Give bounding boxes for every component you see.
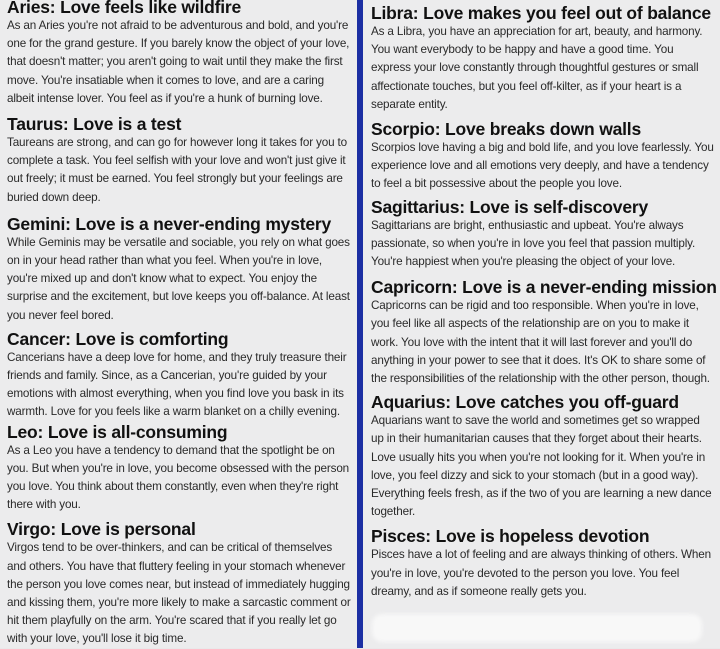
- entry-scorpio: [371, 119, 714, 194]
- entry-title: Love feels like wildfire: [60, 0, 242, 17]
- entry-heading: [371, 526, 714, 546]
- entry-body: Scorpios love having a big and bold life, and you love fearlessly. You experience love and all emotions very deeply, and have a tendency to feel a bit possessive about the people you love.: [371, 141, 714, 191]
- entry-body: Capricorns can be rigid and too responsible. When you're in love, you feel like all aspects of the relationship are on you to make it work. You love with the intent that it will last forever and you'll do anything in your power to see that it does. It's OK to share some of the responsibilities of the relationship with the other person, though.: [371, 299, 710, 386]
- entry-body: Virgos tend to be over-thinkers, and can be critical of themselves and others. You have that fluttery feeling in your stomach whenever the person you love comes near, but instead of immediately hugging and kissing them, you're more likely to make a sarcastic comment or hit them playfully on the arm. You're scared that if you really let go with your love, you'll lose it big time.: [7, 541, 351, 646]
- sign-name: Aries:: [7, 0, 56, 17]
- sign-name: Scorpio:: [371, 119, 441, 140]
- sign-name: Aquarius:: [371, 392, 451, 413]
- entry-aquarius: [371, 392, 714, 521]
- entry-title: Love catches you off-guard: [455, 392, 679, 413]
- right-column: [363, 0, 720, 648]
- entry-body: While Geminis may be versatile and sociable, you rely on what goes on in your head rather than what you feel. When you're in love, you're mixed up and don't know what to expect. You enjoy the surprise and the excitement, but love keeps you off-balance. At least you never feel bored.: [7, 235, 350, 322]
- entry-title: Love is self-discovery: [469, 196, 649, 217]
- entry-leo: [7, 422, 351, 515]
- entry-body: Sagittarians are bright, enthusiastic and upbeat. You're always passionate, so when you're in love you feel that passion multiply. You're happiest when you're pleasing the object of your love.: [371, 218, 696, 269]
- sign-name: Gemini:: [7, 213, 71, 234]
- entry-heading: [371, 119, 714, 139]
- entry-body: Aquarians want to save the world and sometimes get so wrapped up in their humanitarian causes that they forget about their hearts. Love usually hits you when you're not looking for it. When you're in love, you feel dizzy and sick to your stomach (but in a good way). Everything feels fresh, as if the two of you are learning a new dance together.: [371, 414, 712, 519]
- entry-heading: [7, 329, 351, 349]
- entry-taurus: [7, 114, 351, 207]
- sign-name: Pisces:: [371, 526, 431, 547]
- entry-body: Cancerians have a deep love for home, and they truly treasure their friends and family. Since, as a Cancerian, you're guided by your emotions with almost everything, when you find love you bask in its warmth. Love for you feels like a warm blanket on a chilly evening.: [7, 350, 347, 419]
- entry-body: As a Leo you have a tendency to demand that the spotlight be on you. But when you're in love, you become obsessed with the person you love. You think about them constantly, even when they're right there with you.: [7, 443, 350, 512]
- entry-title: Love is a test: [73, 114, 182, 135]
- entry-virgo: [7, 519, 351, 648]
- entry-heading: [7, 519, 351, 539]
- entry-heading: [371, 277, 717, 298]
- sign-name: Virgo:: [7, 519, 57, 540]
- sign-name: Libra:: [371, 3, 419, 23]
- entry-heading: [7, 422, 351, 442]
- entry-body: Pisces have a lot of feeling and are always thinking of others. When you're in love, you're devoted to the person you love. You feel dreamy, and as if someone really gets you.: [371, 548, 711, 598]
- entry-title: Love is comforting: [75, 328, 229, 349]
- entry-sagittarius: [371, 197, 714, 272]
- left-column: [0, 0, 357, 648]
- entry-title: Love breaks down walls: [445, 119, 641, 140]
- entry-body: As a Libra, you have an appreciation for art, beauty, and harmony. You want everybody to be happy and have a good time. You express your love constantly through thoughtful gestures or small affectionate touches, but you feel off-kilter, as if your heart is a separate entity.: [371, 25, 703, 111]
- entry-cancer: [7, 329, 351, 422]
- entry-heading: [371, 392, 714, 412]
- sign-name: Sagittarius:: [371, 196, 465, 217]
- entry-title: Love is a never-ending mission: [462, 277, 717, 298]
- entry-gemini: [7, 214, 351, 325]
- entry-title: Love is all-consuming: [47, 421, 228, 442]
- entry-title: Love is personal: [60, 519, 196, 540]
- entry-capricorn: [371, 277, 717, 388]
- sign-name: Capricorn:: [371, 277, 458, 298]
- entry-heading: [371, 3, 714, 23]
- entry-heading: [371, 197, 714, 217]
- entry-aries: [7, 0, 351, 108]
- entry-body: Taureans are strong, and can go for however long it takes for you to complete a task. You feel selfish with your love and won't just give it out freely; it must be earned. You feel strongly but your feelings are buried down deep.: [7, 136, 347, 204]
- entry-heading: [7, 0, 351, 17]
- sign-name: Leo:: [7, 421, 44, 442]
- entry-heading: [7, 114, 351, 134]
- entry-title: Love is hopeless devotion: [435, 526, 650, 547]
- entry-heading: [7, 214, 351, 234]
- whiteout-smudge: [372, 614, 702, 642]
- sign-name: Cancer:: [7, 328, 71, 349]
- entry-title: Love is a never-ending mystery: [75, 213, 332, 234]
- entry-title: Love makes you feel out of balance: [423, 3, 711, 23]
- entry-libra: [371, 3, 714, 114]
- entry-body: As an Aries you're not afraid to be adventurous and bold, and you're one for the grand gesture. If you barely know the object of your love, that doesn't matter; you aren't going to wait until they make the first move. You're insatiable when it comes to love, and are a caring albeit intense lover. You feel as if you're a hunk of burning love.: [7, 19, 350, 105]
- sign-name: Taurus:: [7, 114, 69, 135]
- entry-pisces: [371, 526, 714, 601]
